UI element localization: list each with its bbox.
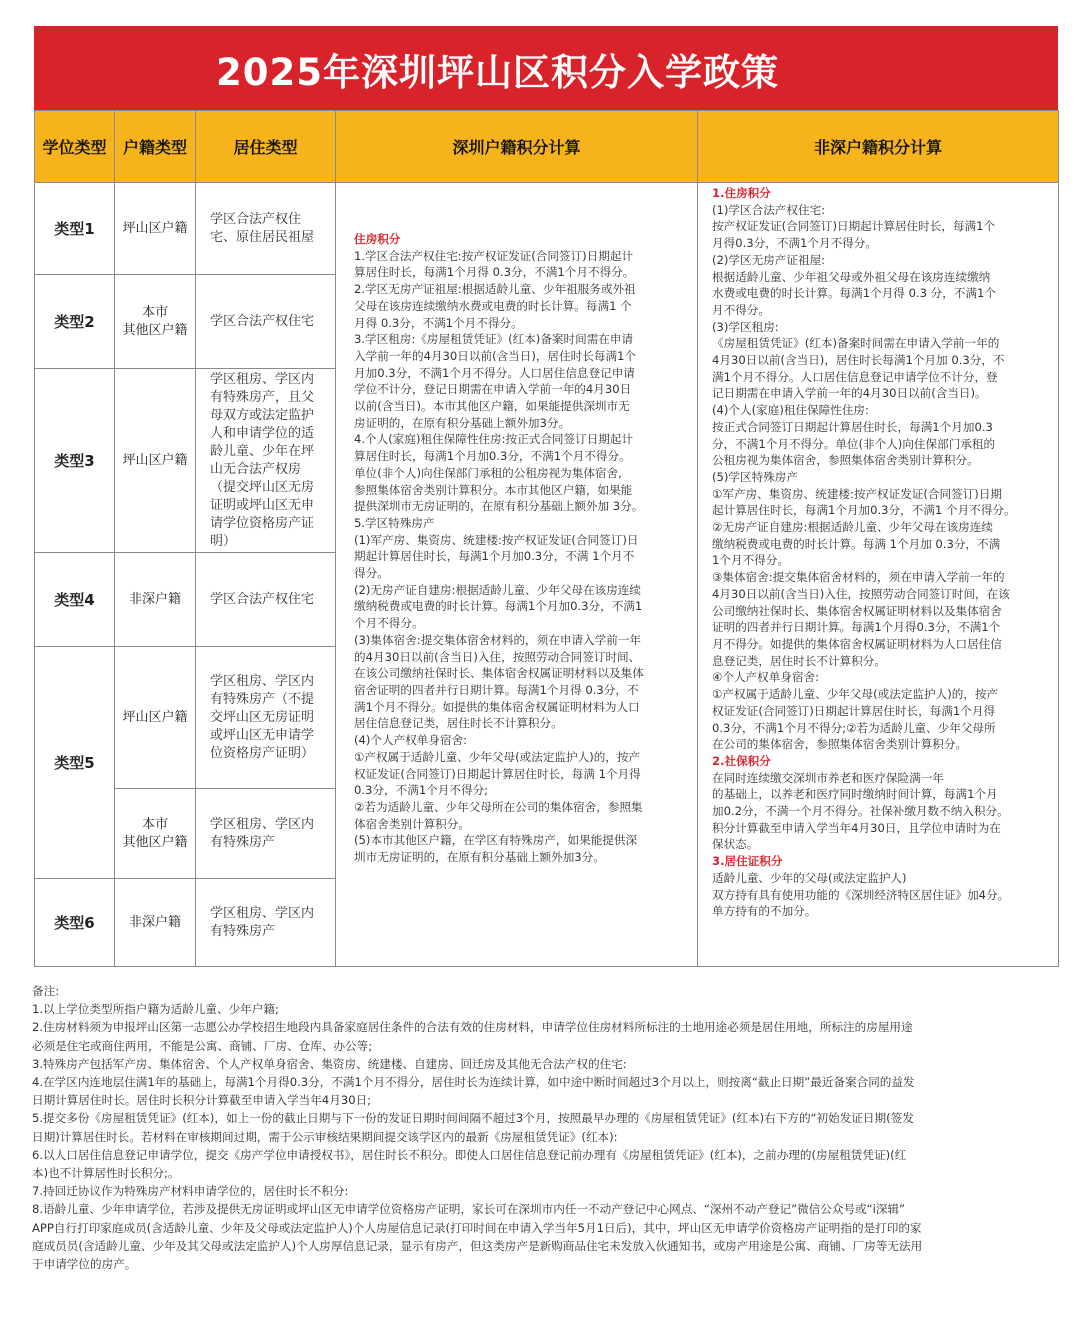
note-line: 本)也不计算居性时长积分;。: [32, 1166, 180, 1181]
nsz-calc-line: 适龄儿童、少年的父母(或法定监护人): [712, 870, 907, 885]
sz-calc-line: ①产权属于适龄儿童、少年父母(或法定监护人)的，按产: [354, 749, 641, 764]
nsz-calc-line: 根据适龄儿童、少年祖父母或外祖父母在该房连续缴纳: [712, 269, 991, 284]
note-line: 日期计算居住时长。居住时长积分计算截至申请入学当年4月30日;: [32, 1093, 372, 1108]
sz-calc-line: 0.3分，不满1个月不得分;: [354, 783, 489, 798]
note-line: 必须是住宅或商住两用，不能是公寓、商铺、厂房、仓库、办公等;: [32, 1038, 373, 1053]
residence-cell: 学区合法产权住宅: [196, 275, 336, 369]
sz-calc-line: 5.学区特殊房产: [354, 515, 435, 530]
nsz-calc-line: 加0.2分，不满一个月不得分。社保补缴月数不纳入积分。: [712, 804, 1009, 819]
nsz-calc-line: (1)学区合法产权住宅:: [712, 202, 826, 217]
note-line: 1.以上学位类型所指户籍为适龄儿童、少年户籍;: [32, 1002, 279, 1017]
residence-cell: 学区合法产权住宅、原住居民祖屋: [196, 183, 336, 275]
nsz-calc-line: 公租房视为集体宿舍，参照集体宿舍类别计算积分。: [712, 453, 979, 468]
nsz-calc-line: 在同时连续缴交深圳市养老和医疗保险满一年: [712, 770, 944, 785]
nsz-calc-line: (5)学区特殊房产: [712, 469, 798, 484]
sz-calc-line: 期起计算居住时长，每满1个月加0.3分，不满 1个月不: [354, 549, 635, 564]
sz-calc-line: 参照集体宿舍类别计算积分。本市其他区户籍，如果能: [354, 482, 633, 497]
nsz-calc-cell: [698, 183, 1059, 967]
nsz-calc-line: 单方持有的不加分。: [712, 904, 817, 919]
huji-cell: 非深户籍: [115, 553, 196, 647]
nsz-calc-line: 缴纳税费或电费的时长计算。每满 1个月加 0.3分，不满: [712, 536, 1001, 551]
sz-calc-line: 提供深圳市无房证明的，在原有积分基础上额外加 3分。: [354, 499, 644, 514]
header-sz-calc: 深圳户籍积分计算: [336, 111, 698, 183]
huji-cell: 本市 其他区户籍: [115, 789, 196, 879]
note-line: 3.特殊房产包括军产房、集体宿舍、个人产权单身宿舍、集资房、统建楼、自建房、回迁房及其他无合法产权的住宅:: [32, 1056, 627, 1071]
nsz-calc-line: ①产权属于适龄儿童、少年父母(或法定监护人)的，按产: [712, 687, 999, 702]
type-cell: 类型6: [35, 879, 115, 967]
title-banner: [34, 26, 1058, 110]
nsz-calc-line: 公司缴纳社保时长、集体宿舍权属证明材料以及集体宿舍: [712, 603, 1002, 618]
header-nsz-calc: 非深户籍积分计算: [698, 111, 1059, 183]
sz-calc-list: [354, 231, 687, 866]
sz-calc-heading: 住房积分: [354, 232, 401, 246]
nsz-calc-line: ①军产房、集资房、统建楼:按产权证发证(合同签订)日期: [712, 486, 1003, 501]
sz-calc-line: 的4月30日以前(含当日)入住，按照劳动合同签订时间、: [354, 649, 641, 664]
nsz-calc-line: 4月30日以前(含当日)入住，按照劳动合同签订时间，在该: [712, 586, 1010, 601]
type-cell: 类型4: [35, 553, 115, 647]
nsz-calc-line: 分，不满1个月不得分。单位(非个人)向住保部门承租的: [712, 436, 996, 451]
sz-calc-line: 权证发证(合同签订)日期起计算居住时长，每满 1个月得: [354, 766, 641, 781]
header-juzhu: 居住类型: [196, 111, 336, 183]
huji-cell: 坪山区户籍: [115, 369, 196, 553]
sz-calc-line: (5)本市其他区户籍，在学区有特殊房产，如果能提供深: [354, 833, 638, 848]
sz-calc-line: 缴纳税费或电费的时长计算。每满1个月加0.3分，不满1: [354, 599, 643, 614]
nsz-calc-list: [712, 185, 1048, 920]
nsz-calc-line: 积分计算截至申请入学当年4月30日，且学位申请时为在: [712, 820, 1001, 835]
sz-calc-line: 单位(非个人)向住保部门承租的公租房视为集体宿舍,: [354, 465, 622, 480]
notes-section: [32, 982, 1062, 1273]
note-line: 5.提交多份《房屋租赁凭证》(红本)，如上一份的截止日期与下一份的发证日期时间间隔不超过3个月，按照最早办理的《房屋租赁凭证》(红本)右下方的“初始发证日期(签发: [32, 1111, 914, 1126]
nsz-calc-line: (4)个人(家庭)租住保障性住房:: [712, 403, 869, 418]
sz-calc-line: 父母在该房连续缴纳水费或电费的时长计算。每满1 个: [354, 298, 632, 313]
residence-cell: 学区租房、学区内有特殊房产（不提交坪山区无房证明或坪山区无申请学位资格房产证明）: [196, 647, 336, 789]
nsz-calc-line: 按产权证发证(合同签订)日期起计算居住时长，每满1个: [712, 219, 996, 234]
nsz-calc-line: 4月30日以前(含当日)，居住时长每满1个月加 0.3分，不: [712, 353, 1005, 368]
sz-calc-line: 以前(含当日)。本市其他区户籍，如果能提供深圳市无: [354, 399, 630, 414]
nsz-calc-heading: 2.社保积分: [712, 753, 771, 768]
nsz-calc-line: 保状态。: [712, 837, 759, 852]
nsz-calc-line: 在公司的集体宿舍，参照集体宿舍类别计算积分。: [712, 737, 968, 752]
nsz-calc-line: 满1个月不得分。人口居住信息登记申请学位不计分，登: [712, 369, 998, 384]
huji-cell: 坪山区户籍: [115, 647, 196, 789]
huji-cell: 非深户籍: [115, 879, 196, 967]
nsz-calc-line: (3)学区租房:: [712, 319, 779, 334]
nsz-calc-line: 月不得分。: [712, 302, 770, 317]
header-huji: 户籍类型: [115, 111, 196, 183]
sz-calc-line: 居住信息登记类，居住时长不计算积分。: [354, 716, 563, 731]
sz-calc-line: (1)军产房、集资房、统建楼:按产权证发证(合同签订)日: [354, 532, 639, 547]
sz-calc-line: 3.学区租房:《房屋租赁凭证》(红本)备案时间需在申请: [354, 332, 634, 347]
sz-calc-line: (2)无房产证自建房:根据适龄儿童、少年父母在该房连续: [354, 582, 641, 597]
note-line: 于申请学位的房产。: [32, 1257, 137, 1272]
sz-calc-line: (4)个人产权单身宿舍:: [354, 733, 468, 748]
sz-calc-line: (3)集体宿舍:提交集体宿舍材料的，须在申请入学前一年: [354, 632, 641, 647]
nsz-calc-line: ③集体宿舍:提交集体宿舍材料的，须在申请入学前一年的: [712, 570, 1005, 585]
type-cell: 类型3: [35, 369, 115, 553]
sz-calc-line: 在该公司缴纳社保时长、集体宿舍权属证明材料以及集体: [354, 666, 644, 681]
huji-cell: 本市 其他区户籍: [115, 275, 196, 369]
sz-calc-line: 4.个人(家庭)租住保障性住房:按正式合同签订日期起计: [354, 432, 634, 447]
residence-cell: 学区租房、学区内有特殊房产，且父母双方或法定监护人和申请学位的适龄儿童、少年在坪山无合法产权房（提交坪山区无房证明或坪山区无申请学位资格房产证明）: [196, 369, 336, 553]
sz-calc-line: 宿舍证明的四者并行日期计算。每满1个月得 0.3分，不: [354, 682, 639, 697]
notes-heading: 备注:: [32, 984, 60, 998]
sz-calc-line: 满1个月不得分。如提供的集体宿舍权属证明材料为人口: [354, 699, 640, 714]
huji-cell: 坪山区户籍: [115, 183, 196, 275]
sz-calc-line: 2.学区无房产证祖屋:根据适龄儿童、少年祖服务或外祖: [354, 282, 636, 297]
sz-calc-line: 圳市无房证明的，在原有积分基础上额外加3分。: [354, 850, 605, 865]
residence-cell: 学区合法产权住宅: [196, 553, 336, 647]
sz-calc-line: 学位不计分，登记日期需在申请入学前一年的4月30日: [354, 382, 632, 397]
note-line: 4.在学区内连地层住满1年的基础上，每满1个月得0.3分，不满1个月不得分，居住时长为连续计算，如中途中断时间超过3个月以上，则按离“截止日期”最近备案合同的益发: [32, 1075, 915, 1090]
sz-calc-line: 算居住时长，每满1个月加0.3分，不满1个月不得分。: [354, 449, 631, 464]
sz-calc-line: 1.学区合法产权住宅:按产权证发证(合同签订)日期起计: [354, 248, 634, 263]
nsz-calc-line: (2)学区无房产证祖屋:: [712, 252, 826, 267]
sz-calc-line: 月加0.3分，不满1个月不得分。人口居住信息登记申请: [354, 365, 635, 380]
residence-cell: 学区租房、学区内有特殊房产: [196, 879, 336, 967]
type-cell: 类型2: [35, 275, 115, 369]
policy-table: [34, 110, 1059, 967]
nsz-calc-line: 证明的四者并行日期计算。每满1个月得0.3分，不满1个: [712, 620, 1001, 635]
sz-calc-line: 得分。: [354, 566, 389, 581]
note-line: 8.语龄儿童、少年申请学位，若涉及提供无房证明或坪山区无申请学位资格房产证明，家长可在深圳市内任一不动产登记中心网点、“深州不动产登记”微信公众号或“i深辑”: [32, 1202, 906, 1217]
sz-calc-cell: [336, 183, 698, 967]
nsz-calc-line: 的基础上，以养老和医疗同时缴纳时间计算，每满1个月: [712, 787, 998, 802]
type-cell: 类型5: [35, 647, 115, 879]
residence-cell: 学区租房、学区内有特殊房产: [196, 789, 336, 879]
nsz-calc-line: 权证发证(合同签订)日期起计算居住时长，每满1个月得: [712, 703, 996, 718]
nsz-calc-line: ④个人产权单身宿舍:: [712, 670, 820, 685]
sz-calc-line: 月得 0.3分，不满1个月不得分。: [354, 315, 523, 330]
note-line: 庭成员员(含适龄儿童、少年及其父母或法定监护人)个人房厚信息记录，显示有房产，但这类房产是新购商品住宅未发放入伙通知书，或房产用途是公寓、商铺、厂房等无法用: [32, 1238, 923, 1253]
sz-calc-line: 算居住时长，每满1个月得 0.3分，不满1个月不得分。: [354, 265, 635, 280]
nsz-calc-line: 1个月不得分。: [712, 553, 789, 568]
sz-calc-line: ②若为适龄儿童、少年父母所在公司的集体宿舍，参照集: [354, 799, 643, 814]
nsz-calc-line: 记日期需在申请入学前一年的4月30日以前(含当日)。: [712, 386, 987, 401]
table-row: [35, 183, 1059, 275]
nsz-calc-line: 月得0.3分，不满1个月不得分。: [712, 236, 877, 251]
sz-calc-line: 房证明的，在原有积分基础上额外加3分。: [354, 415, 571, 430]
nsz-calc-line: ②无房产证自建房:根据适龄儿童、少年父母在该房连续: [712, 520, 993, 535]
nsz-calc-line: 息登记类，居住时长不计算积分。: [712, 653, 886, 668]
nsz-calc-line: 按正式合同签订日期起计算居住时长，每满1个月加0.3: [712, 419, 993, 434]
note-line: 6.以人口居住信息登记申请学位，提交《房产学位申请授权书》，居住时长不积分。即使人口居住信息登记前办理有《房屋租赁凭证》(红本)，之前办理的(房屋租赁凭证)(红: [32, 1147, 907, 1162]
note-line: 日期)计算居住时长。若材料在审核期间过期，需于公示审核结果期间提交该学区内的最新《房屋租赁凭证》(红本):: [32, 1129, 618, 1144]
note-line: 2.住房材料须为申报坪山区第一志愿公办学校招生地段内具备家庭居住条件的合法有效的住房材料，申请学位住房材料所标注的土地用途必须是居住用地，所标注的房屋用途: [32, 1020, 913, 1035]
nsz-calc-line: 《房屋租赁凭证》(红本)备案时间需在申请入学前一年的: [712, 336, 1000, 351]
sz-calc-line: 体宿舍类别计算积分。: [354, 816, 470, 831]
sz-calc-line: 个月不得分。: [354, 616, 424, 631]
nsz-calc-line: 0.3分，不满1个月不得分;②若为适龄儿童、少年父母所: [712, 720, 996, 735]
nsz-calc-line: 月不得分。如提供的集体宿舍权属证明材料为人口居住信: [712, 636, 1002, 651]
nsz-calc-line: 起计算居住时长，每满1个月加0.3分，不满1 个月不得分。: [712, 503, 1016, 518]
type-cell: 类型1: [35, 183, 115, 275]
table-header-row: [35, 111, 1059, 183]
nsz-calc-heading: 1.住房积分: [712, 186, 771, 200]
nsz-calc-line: 水费或电费的时长计算。每满1个月得 0.3 分，不满1个: [712, 286, 997, 301]
note-line: APP自行打印家庭成员(含适龄儿童、少年及父母或法定监护人)个人房屋信息记录(打印时间在申请入学当年5月1日后)，其中，坪山区无申请学价资格房产证明指的是打印的家: [32, 1220, 922, 1235]
sz-calc-line: 入学前一年的4月30日以前(含当日)，居住时长每满1个: [354, 348, 637, 363]
nsz-calc-heading: 3.居住证积分: [712, 854, 783, 869]
nsz-calc-line: 双方持有具有使用功能的《深圳经济特区居住证》加4分。: [712, 887, 1010, 902]
page-title: 2025年深圳坪山区积分入学政策: [216, 51, 779, 94]
header-xuewei: 学位类型: [35, 111, 115, 183]
note-line: 7.持回迁协议作为特殊房产材料申请学位的，居住时长不积分:: [32, 1184, 349, 1199]
